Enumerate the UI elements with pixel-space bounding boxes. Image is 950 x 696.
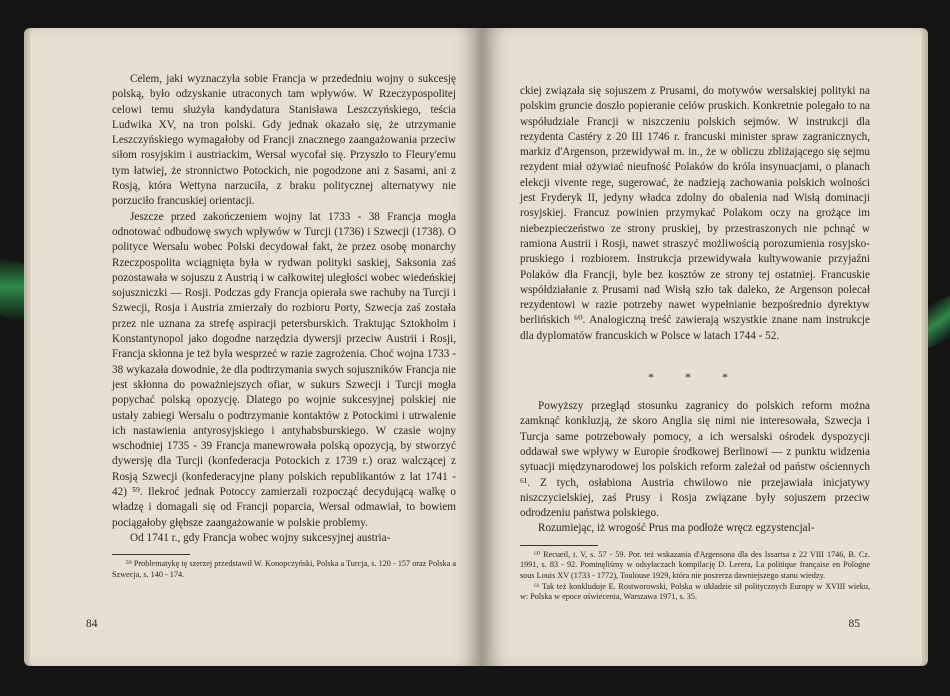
- left-paragraph-2: Jeszcze przed zakończeniem wojny lat 1733 - 38 Francja mogła odnotować odbudowę swych wpływów w Turcji (1736) i Szwecji (1738). O polityce Wersalu wobec Polski decydował fakt, że przez osobę monarchy Rzeczpospolita wciągnięta była w rydwan polityki saskiej, Saksonia zaś pozostawała w sojuszu z Austrią i w całkowitej uległości wobec wiedeńskiej sojuszniczki — Rosji. Podczas gdy Francja opierała swe rachuby na Turcji i Szwecji, Rosja i Austria zmierzały do rozbioru Porty, Szwecja zaś została przez nie uznana za strefę aspiracji petersburskich. Traktując Sztokholm i Konstantynopol jako dogodne narzędzia dywersji przeciw Austrii i Rosji, Francja skłonna je też była wesprzeć w razie zagrożenia. Choć wojna 1733 - 38 wykazała dowodnie, że dla podtrzymania swych sojuszników Francja nie jest skłonna do poważniejszych ofiar, w sukurs Szwecji i Turcji mogła popychać polską opozycję. Dlatego po wojnie sukcesyjnej polskiej nie ustały zabiegi Wersalu o podtrzymanie kontaktów z Potockimi i utrwalenie ich nastawienia antyrosyjskiego i antyhabsburskiego. W czasie wojny wschodniej 1735 - 39 Francja manewrowała polską opozycją, by stworzyć dywersję dla Turcji (konfederacja Potockich z 1739 r.) oraz walczącej z Rosją Szwecji (konfederacyjne plany polskich republikantów z lat 1741 - 42) ⁵⁹. Ilekroć jednak Potoccy zamierzali rozpocząć decydującą walkę o władzę i domagali się od Francji poparcia, Wersal odmawiał, to bowiem pociągałoby głębsze zaangażowanie w polskie problemy.: [112, 210, 456, 529]
- right-page-body: [520, 84, 870, 537]
- right-paragraph-1: ckiej związała się sojuszem z Prusami, do motywów wersalskiej polityki na polskim gruncie doszło popieranie celów pruskich. Konkretnie polegało to na współudziale Francji w niszczeniu polskich sejmów. W instrukcji dla rezydenta Castéry z 20 III 1746 r. francuski minister spraw zagranicznych, markiz d'Argenson, przewidywał m. in., że w obliczu zbliżającego się sejmu rezydent miał ożywiać nieufność Polaków do króla insynuacjami, o planach elekcji vivente rege, sugerować, że nadzieją zachowania polskich wolności jest Fryderyk II, jedyny władca zdolny do obalenia nad Wisłą dominacji rosyjskiej. Francuz powinien przymykać Polakom oczy na grożące im niebezpieczeństwo ze strony pruskiej, by przestraszonych nie pchnąć w ramiona Austrii i Rosji, nawet straszyć możliwością porozumienia rosyjsko-pruskiego i rozbiorem. Instrukcja przewidywała kultywowanie przyjaźni Polaków dla Francji, byle bez kosztów ze strony tej ostatniej. Francuskie współdziałanie z Prusami nad Wisłą szło tak daleko, że Argenson polecał rezydentowi w razie potrzeby nawet wypełnianie bezpośrednio dyrektyw berlińskich ⁶⁰. Analogiczną treść zawierają wszystkie znane nam instrukcje dla dyplomatów francuskich w Polsce w latach 1744 - 52.: [520, 85, 870, 342]
- footnote-60: ⁶⁰ Recueil, t. V, s. 57 - 59. Por. też wskazania d'Argensona dla des Issartsa z 22 VIII 1746, B. Cz. 1991, s. 83 - 92. Pominęliśmy w odsyłaczach kompilację D. Lerera, La politique française en Pologne sous Louis XV (1733 - 1772), Toulouse 1929, która nie poszerza dawniejszego stanu wiedzy.: [520, 549, 870, 580]
- right-paragraph-2: Powyższy przegląd stosunku zagranicy do polskich reform można zamknąć konkluzją, że skoro Anglia się nimi nie interesowała, Szwecja i Turcja same potrzebowały pomocy, a ich wersalski ośrodek dyspozycji oddawał swe wpływy w Europie środkowej Berlinowi — z punktu widzenia sytuacji międzynarodowej los polskich reform zależał od państw ościennych ⁶¹. Z tych, osłabiona Austria chwilowo nie przejawiała inicjatywy niszczycielskiej, zaś Prusy i Rosja związane były sojuszem przeciw odrodzeniu państwa polskiego.: [520, 400, 870, 520]
- background-green-accent-right: [928, 296, 950, 348]
- left-paragraph-1: Celem, jaki wyznaczyła sobie Francja w przededniu wojny o sukcesję polską, było odzyskanie utraconych tam wpływów. W Rzeczypospolitej celowi temu służyła kandydatura Stanisława Leszczyńskiego, teścia Ludwika XV, na tron polski. Gdy jednak okazało się, że utrzymanie Leszczyńskiego wymagałoby od Francji znacznego zaangażowania przeciw siłom rosyjskim i austriackim, Wersal wycofał się. Przyszło to Fleury'emu tym łatwiej, że stronnictwo Potockich, nie pogodzone ani z Sasami, ani z Rosją, która Wettyna narzuciła, z braku politycznej alternatywy nie porzuciło francuskiej orientacji.: [112, 73, 456, 208]
- footnote-divider: [112, 554, 190, 555]
- right-page-footnotes: [520, 550, 870, 603]
- left-page: [30, 28, 482, 666]
- footnote-61: ⁶¹ Tak też konkluduje E. Rostworowski, Polska w układzie sił politycznych Europy w XVIII wieku, w: Polska w epoce oświecenia, Warszawa 1971, s. 35.: [520, 581, 870, 602]
- section-separator: * * *: [648, 370, 742, 385]
- left-paragraph-3: Od 1741 r., gdy Francja wobec wojny sukcesyjnej austria-: [130, 531, 391, 544]
- background-green-accent-left: [0, 255, 26, 324]
- footnote-59: ⁵⁹ Problematykę tę szerzej przedstawił W. Konopczyński, Polska a Turcja, s. 120 - 157 oraz Polska a Szwecja, s. 140 - 174.: [112, 559, 456, 579]
- page-number-left: 84: [86, 618, 98, 630]
- open-book: [30, 28, 922, 666]
- right-page: [482, 28, 922, 666]
- left-page-body: [112, 72, 456, 546]
- right-paragraph-3: Rozumiejąc, iż wrogość Prus ma podłoże wręcz egzystencjal-: [538, 522, 815, 535]
- page-number-right: 85: [848, 618, 860, 630]
- left-page-footnotes: [112, 559, 456, 580]
- footnote-divider: [520, 545, 598, 546]
